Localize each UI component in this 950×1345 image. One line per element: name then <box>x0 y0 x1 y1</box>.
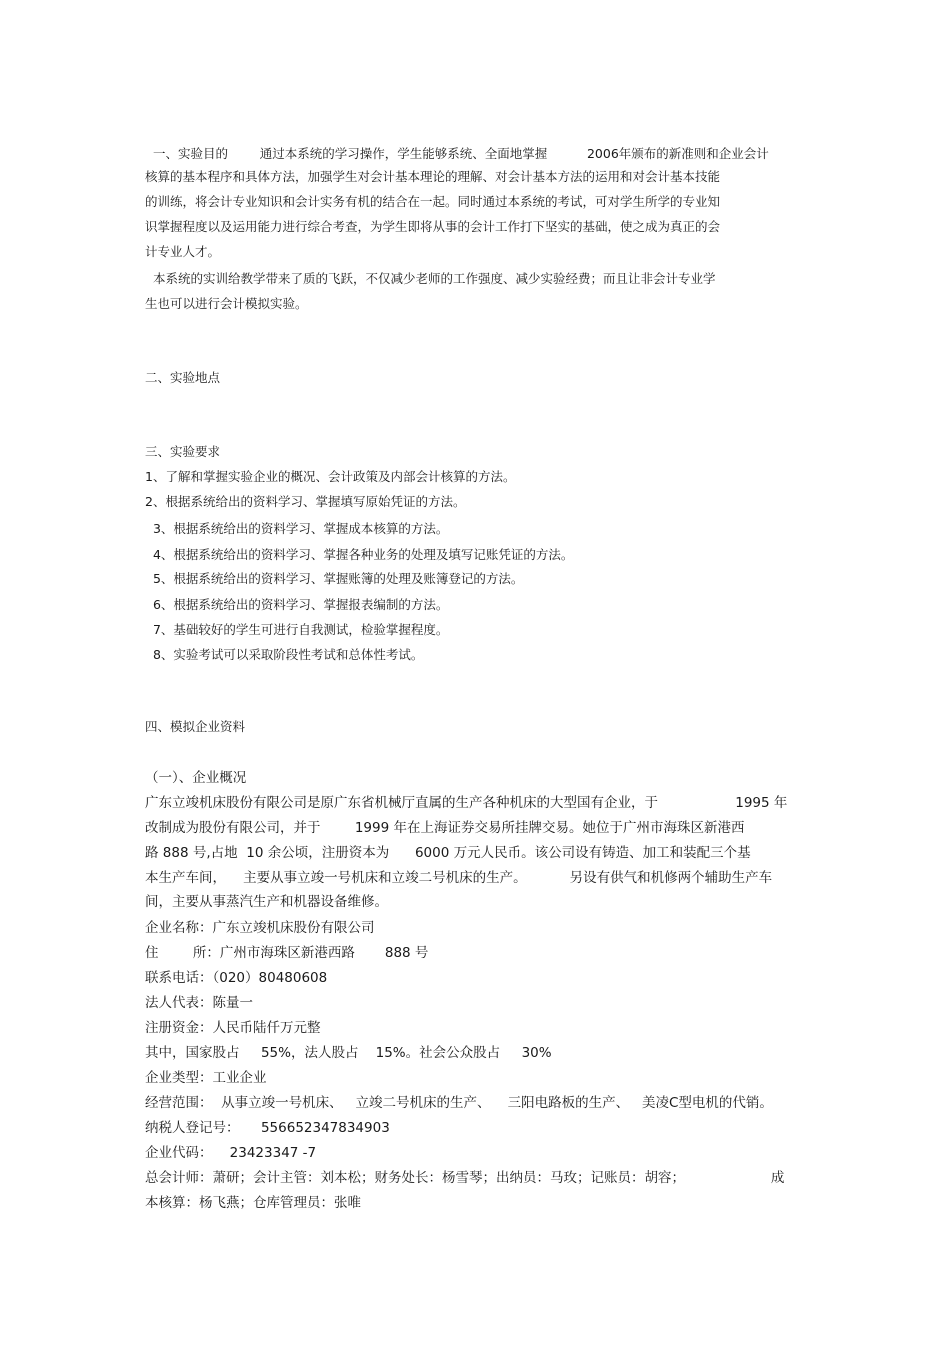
objective-line-5: 计专业人才。 <box>145 244 221 259</box>
registered-capital-field: 注册资金：人民币陆仟万元整 <box>145 1020 321 1036</box>
objective-line-2: 核算的基本程序和具体方法，加强学生对会计基本理论的理解、对会计基本方法的运用和对会计基本技能 <box>145 169 721 184</box>
company-type-field: 企业类型：工业企业 <box>145 1070 267 1086</box>
company-address-field: 住 所：广州市海珠区新港西路 888 号 <box>145 945 429 961</box>
section-heading-requirements: 三、实验要求 <box>145 444 221 459</box>
company-line-5: 间，主要从事蒸汽生产和机器设备维修。 <box>145 894 388 910</box>
legal-representative-field: 法人代表：陈量一 <box>145 995 253 1011</box>
staff-line-2: 本核算：杨飞燕；仓库管理员：张唯 <box>145 1195 361 1211</box>
objective-line-3: 的训练，将会计专业知识和会计实务有机的结合在一起。同时通过本系统的考试，可对学生所学的专业知 <box>145 194 721 209</box>
requirement-item: 3、根据系统给出的资料学习、掌握成本核算的方法。 <box>145 521 449 536</box>
company-code-field: 企业代码： 23423347 -7 <box>145 1145 317 1161</box>
requirement-item: 6、根据系统给出的资料学习、掌握报表编制的方法。 <box>145 597 449 612</box>
requirement-item: 2、根据系统给出的资料学习、掌握填写原始凭证的方法。 <box>145 494 466 509</box>
subheading-company-overview: （一）、企业概况 <box>145 770 247 786</box>
objective-line-7: 生也可以进行会计模拟实验。 <box>145 296 308 311</box>
company-line-3: 路 888 号,占地 10 余公顷，注册资本为 6000 万元人民币。该公司设有铸造、加工和装配三个基 <box>145 845 751 861</box>
company-name-field: 企业名称：广东立竣机床股份有限公司 <box>145 920 375 936</box>
objective-line-1: 一、实验目的 通过本系统的学习操作，学生能够系统、全面地掌握 2006年颁布的新准则和企业会计 <box>145 146 769 161</box>
company-line-2: 改制成为股份有限公司，并于 1999 年在上海证券交易所挂牌交易。她位于广州市海珠区新港西 <box>145 820 745 836</box>
staff-line-1: 总会计师：萧研；会计主管：刘本松；财务处长：杨雪琴；出纳员：马玫；记账员：胡容； 成 <box>145 1170 785 1186</box>
objective-line-4: 识掌握程度以及运用能力进行综合考查，为学生即将从事的会计工作打下坚实的基础，使之成为真正的会 <box>145 219 721 234</box>
company-line-4: 本生产车间， 主要从事立竣一号机床和立竣二号机床的生产。 另设有供气和机修两个辅助生产车 <box>145 870 773 886</box>
company-line-1: 广东立竣机床股份有限公司是原广东省机械厅直属的生产各种机床的大型国有企业，于 1995 年 <box>145 795 788 811</box>
company-phone-field: 联系电话：（020）80480608 <box>145 970 328 986</box>
section-heading-location: 二、实验地点 <box>145 370 221 385</box>
requirement-item: 4、根据系统给出的资料学习、掌握各种业务的处理及填写记账凭证的方法。 <box>145 547 574 562</box>
objective-line-6: 本系统的实训给教学带来了质的飞跃，不仅减少老师的工作强度、减少实验经费；而且让非会计专业学 <box>145 271 716 286</box>
taxpayer-id-field: 纳税人登记号： 556652347834903 <box>145 1120 390 1136</box>
business-scope-field: 经营范围： 从事立竣一号机床、 立竣二号机床的生产、 三阳电路板的生产、 美凌C型电机的代销。 <box>145 1095 773 1111</box>
requirement-item: 7、基础较好的学生可进行自我测试，检验掌握程度。 <box>145 622 449 637</box>
requirement-item: 1、了解和掌握实验企业的概况、会计政策及内部会计核算的方法。 <box>145 469 516 484</box>
section-heading-company-data: 四、模拟企业资料 <box>145 719 246 734</box>
requirement-item: 8、实验考试可以采取阶段性考试和总体性考试。 <box>145 647 424 662</box>
requirement-item: 5、根据系统给出的资料学习、掌握账簿的处理及账簿登记的方法。 <box>145 571 524 586</box>
shareholding-field: 其中，国家股占 55%，法人股占 15%。社会公众股占 30% <box>145 1045 552 1061</box>
